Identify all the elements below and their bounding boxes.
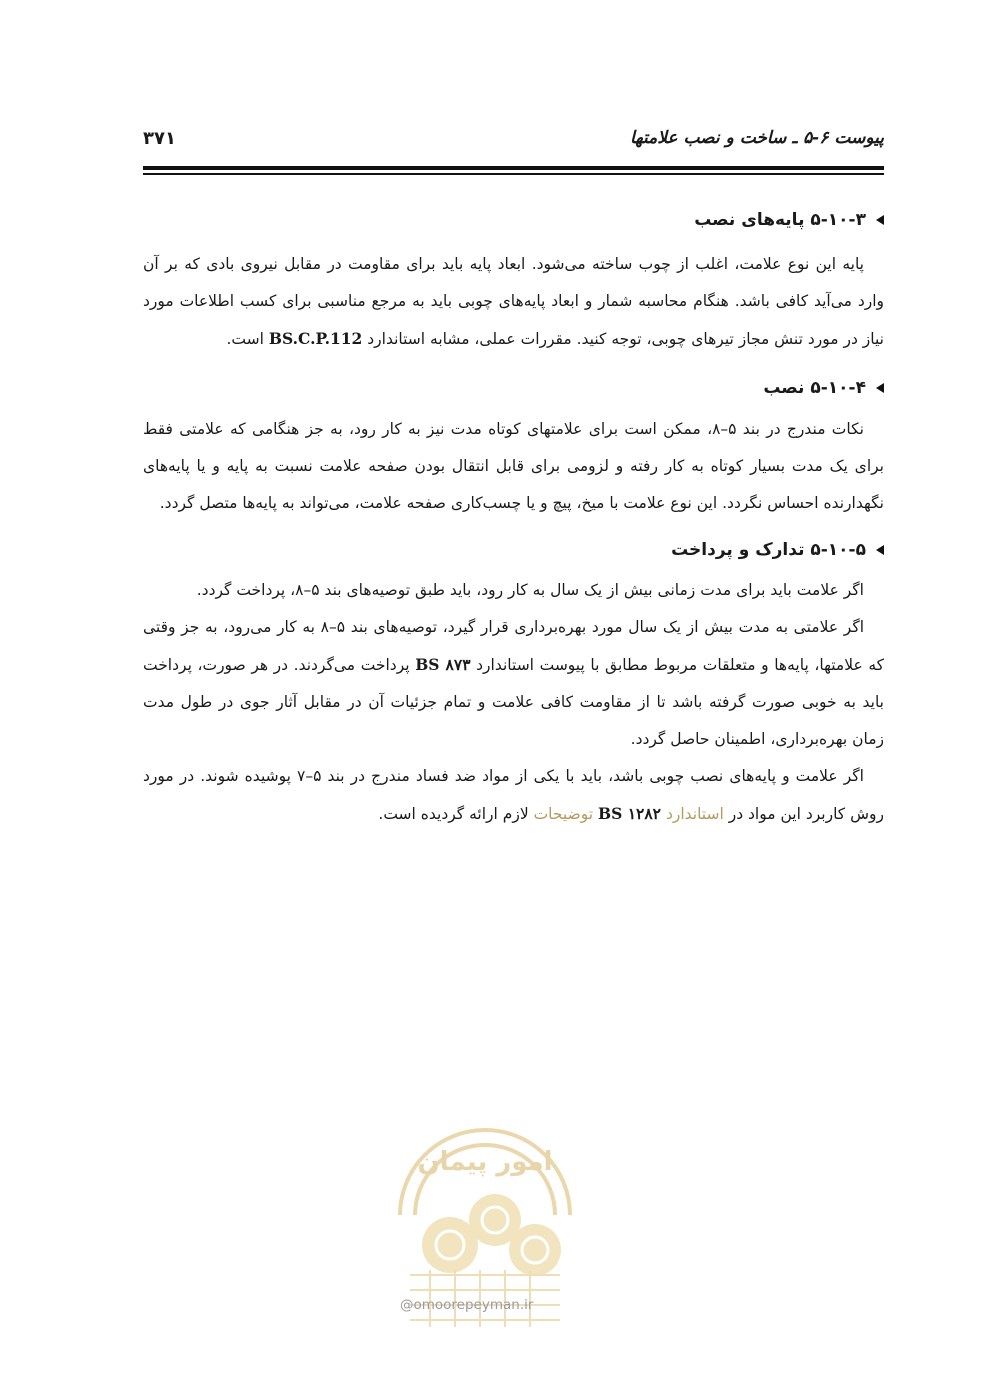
triangle-bullet-icon <box>876 545 884 555</box>
paragraph-text: است. <box>226 330 269 348</box>
header-rule-thin <box>143 173 884 175</box>
standard-code: BS ۱۲۸۲ <box>598 804 662 823</box>
section-heading-text: ۵-۱۰-۴ نصب <box>763 378 866 398</box>
paragraph <box>143 246 884 358</box>
paragraph-text: لازم ارائه گردیده است. <box>378 805 534 823</box>
paragraph-text: پایه این نوع علامت، اغلب از چوب ساخته می‌شود. ابعاد پایه باید برای مقاومت در مقابل نیروی بادی که بر آن وارد می‌آید کافی باشد. هنگام محاسبه شمار و ابعاد پایه‌های چوبی باید به مرجع مناسبی برای کسب اطلاعات مورد نیاز در مورد تنش مجاز تیرهای چوبی، توجه کنید. مقررات عملی، مشابه استاندارد <box>143 255 884 348</box>
paragraph: نکات مندرج در بند ۵–۸، ممکن است برای علامتهای کوتاه مدت نیز به کار رود، به جز هنگامی که علامتی فقط برای یک مدت بسیار کوتاه به کار رفته و لزومی برای قابل انتقال بودن صفحه علامت نسبت به پایه و یا پایه‌های نگهدارنده احساس نگردد. این نوع علامت با میخ، پیچ و یا چسب‌کاری صفحه علامت، می‌تواند به پایه‌ها متصل گردد. <box>143 420 884 512</box>
paragraph <box>143 758 884 833</box>
paragraph-text: پرداخت می‌گردند. در هر صورت، پرداخت باید به خوبی صورت گرفته باشد تا از مقاومت کافی علامت و تمام جزئیات آن در مقابل آثار جوی در طول مدت زمان بهره‌برداری، اطمینان حاصل گردد. <box>143 656 884 748</box>
section-heading-text: ۵-۱۰-۵ تدارک و پرداخت <box>671 540 866 560</box>
section-heading <box>143 210 884 230</box>
header-title: پیوست ۶-۵ ـ ساخت و نصب علامتها <box>630 128 884 148</box>
page-body <box>143 210 884 833</box>
section-heading <box>143 540 884 560</box>
running-header <box>143 128 884 154</box>
header-rule-thick <box>143 166 884 170</box>
watermark-logo-text: امور پیمان <box>417 1147 553 1177</box>
section-heading-text: ۵-۱۰-۳ پایه‌های نصب <box>694 210 866 230</box>
paragraph-text: توضیحات <box>533 805 599 823</box>
watermark-text: @omoorepeyman.ir <box>400 1297 534 1313</box>
section-heading <box>143 378 884 398</box>
paragraph <box>143 609 884 758</box>
paragraph-text: اگر علامت و پایه‌های نصب چوبی باشد، باید با یکی از مواد ضد فساد مندرج در بند ۵–۷ پوشیده شوند. در مورد روش کاربرد این مواد در <box>143 767 884 823</box>
page-number: ۳۷۱ <box>143 128 176 149</box>
paragraph: اگر علامت باید برای مدت زمانی بیش از یک سال به کار رود، باید طبق توصیه‌های بند ۵–۸، پرداخت گردد. <box>196 581 864 599</box>
paragraph-text: اگر علامتی به مدت بیش از یک سال مورد بهره‌برداری قرار گیرد، توصیه‌های بند ۵–۸ به کار می‌رود، به جز وقتی که علامتها، پایه‌ها و متعلقات مربوط مطابق با پیوست استاندارد <box>143 618 885 674</box>
triangle-bullet-icon <box>876 383 884 393</box>
standard-code: BS.C.P.112 <box>268 329 363 348</box>
paragraph-text: استاندارد <box>661 805 724 823</box>
triangle-bullet-icon <box>876 215 884 225</box>
standard-code: BS ۸۷۳ <box>415 655 471 674</box>
